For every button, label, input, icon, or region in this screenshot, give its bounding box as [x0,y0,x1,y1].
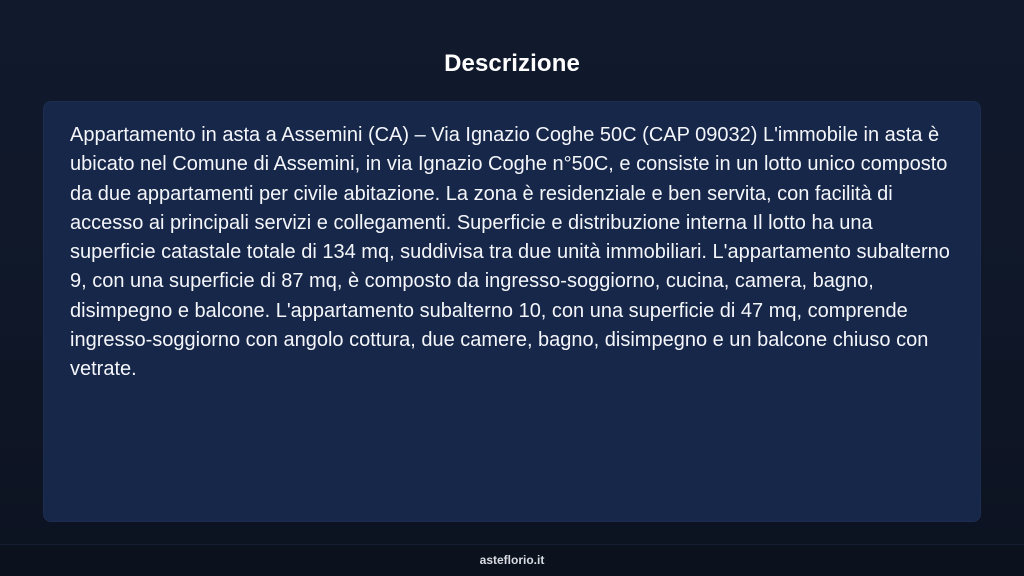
description-text: Appartamento in asta a Assemini (CA) – Via Ignazio Coghe 50C (CAP 09032) L'immobile in asta è ubicato nel Comune di Assemini, in via Ignazio Coghe n°50C, e consiste in un lotto unico composto da due appartamenti per civile abitazione. La zona è residenziale e ben servita, con facilità di accesso ai principali servizi e collegamenti. Superficie e distribuzione interna Il lotto ha una superficie catastale totale di 134 mq, suddivisa tra due unità immobiliari. L'appartamento subalterno 9, con una superficie di 87 mq, è composto da ingresso-soggiorno, cucina, camera, bagno, disimpegno e balcone. L'appartamento subalterno 10, con una superficie di 47 mq, comprende ingresso-soggiorno con angolo cottura, due camere, bagno, disimpegno e un balcone chiuso con vetrate. [70,124,950,381]
description-card [43,101,981,522]
page-title: Descrizione [444,50,580,77]
footer-site-label: asteflorio.it [0,544,1024,576]
